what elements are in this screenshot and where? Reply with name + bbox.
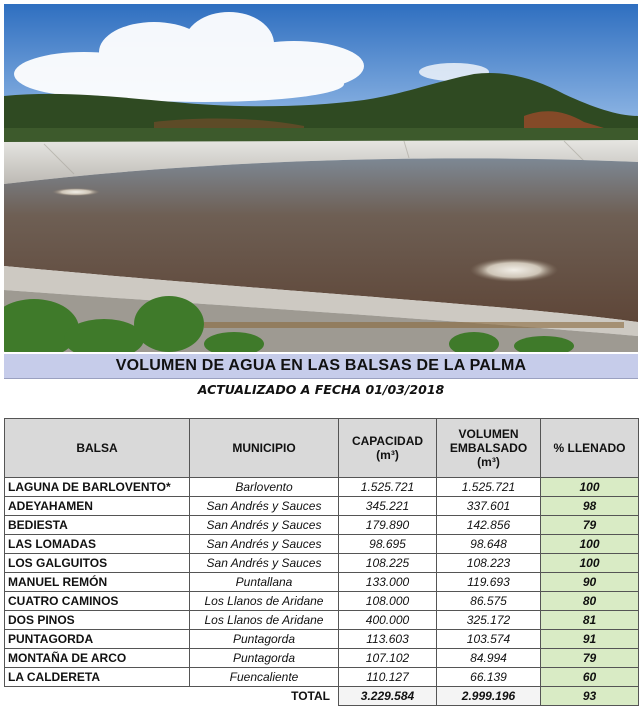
header-capacidad-label: CAPACIDAD — [351, 434, 424, 448]
cell-llenado: 91 — [541, 630, 639, 649]
table-header-row — [5, 419, 639, 478]
header-volumen-label-1: VOLUMEN — [458, 427, 519, 441]
cell-municipio: Los Llanos de Aridane — [190, 611, 339, 630]
cell-municipio: Fuencaliente — [190, 668, 339, 687]
cell-capacidad: 113.603 — [339, 630, 437, 649]
cell-municipio: Puntagorda — [190, 630, 339, 649]
table-row — [5, 497, 639, 516]
table-row — [5, 592, 639, 611]
cell-balsa: MANUEL REMÓN — [5, 573, 190, 592]
header-volumen — [437, 419, 541, 478]
cell-volumen: 84.994 — [437, 649, 541, 668]
cell-volumen: 66.139 — [437, 668, 541, 687]
cell-llenado: 100 — [541, 554, 639, 573]
aerator-left — [52, 188, 100, 196]
table-title-bar — [4, 354, 638, 379]
table-row — [5, 554, 639, 573]
header-capacidad — [339, 419, 437, 478]
cell-capacidad: 110.127 — [339, 668, 437, 687]
cell-llenado: 90 — [541, 573, 639, 592]
cell-balsa: ADEYAHAMEN — [5, 497, 190, 516]
cell-balsa: LAGUNA DE BARLOVENTO* — [5, 478, 190, 497]
cell-municipio: San Andrés y Sauces — [190, 535, 339, 554]
total-label: TOTAL — [5, 687, 339, 706]
cell-llenado: 79 — [541, 649, 639, 668]
cell-volumen: 1.525.721 — [437, 478, 541, 497]
table-row — [5, 535, 639, 554]
reservoir-table — [4, 418, 639, 706]
aerator-right — [470, 258, 558, 282]
cell-llenado: 100 — [541, 535, 639, 554]
table-row — [5, 478, 639, 497]
table-row — [5, 573, 639, 592]
reservoir-photo — [4, 4, 638, 352]
cell-llenado: 98 — [541, 497, 639, 516]
cell-municipio: Los Llanos de Aridane — [190, 592, 339, 611]
cell-municipio: San Andrés y Sauces — [190, 554, 339, 573]
cell-balsa: DOS PINOS — [5, 611, 190, 630]
cell-municipio: Puntallana — [190, 573, 339, 592]
cell-capacidad: 107.102 — [339, 649, 437, 668]
table-row — [5, 611, 639, 630]
cell-balsa: LAS LOMADAS — [5, 535, 190, 554]
cell-municipio: Barlovento — [190, 478, 339, 497]
cell-llenado: 60 — [541, 668, 639, 687]
cell-volumen: 108.223 — [437, 554, 541, 573]
cell-balsa: PUNTAGORDA — [5, 630, 190, 649]
cell-volumen: 142.856 — [437, 516, 541, 535]
cell-volumen: 337.601 — [437, 497, 541, 516]
cell-capacidad: 108.000 — [339, 592, 437, 611]
total-llenado: 93 — [541, 687, 639, 706]
header-volumen-unit: (m³) — [477, 455, 500, 469]
cell-capacidad: 108.225 — [339, 554, 437, 573]
cell-volumen: 98.648 — [437, 535, 541, 554]
cell-volumen: 119.693 — [437, 573, 541, 592]
total-row — [5, 687, 639, 706]
cell-balsa: LOS GALGUITOS — [5, 554, 190, 573]
cell-balsa: BEDIESTA — [5, 516, 190, 535]
header-balsa: BALSA — [5, 419, 190, 478]
header-llenado: % LLENADO — [541, 419, 639, 478]
cell-llenado: 80 — [541, 592, 639, 611]
table-title: VOLUMEN DE AGUA EN LAS BALSAS DE LA PALMA — [115, 357, 527, 374]
cell-volumen: 86.575 — [437, 592, 541, 611]
reservoir-illustration — [4, 4, 638, 352]
cell-balsa: LA CALDERETA — [5, 668, 190, 687]
cell-volumen: 325.172 — [437, 611, 541, 630]
cell-municipio: Puntagorda — [190, 649, 339, 668]
cell-llenado: 81 — [541, 611, 639, 630]
header-municipio: MUNICIPIO — [190, 419, 339, 478]
cell-capacidad: 400.000 — [339, 611, 437, 630]
cell-llenado: 100 — [541, 478, 639, 497]
cell-balsa: MONTAÑA DE ARCO — [5, 649, 190, 668]
cell-capacidad: 179.890 — [339, 516, 437, 535]
total-volumen: 2.999.196 — [437, 687, 541, 706]
header-capacidad-unit: (m³) — [376, 448, 399, 462]
table-row — [5, 668, 639, 687]
total-capacidad: 3.229.584 — [339, 687, 437, 706]
table-row — [5, 630, 639, 649]
table-row — [5, 649, 639, 668]
cell-capacidad: 133.000 — [339, 573, 437, 592]
cell-municipio: San Andrés y Sauces — [190, 516, 339, 535]
cell-balsa: CUATRO CAMINOS — [5, 592, 190, 611]
cell-municipio: San Andrés y Sauces — [190, 497, 339, 516]
cell-llenado: 79 — [541, 516, 639, 535]
table-row — [5, 516, 639, 535]
table-subtitle: ACTUALIZADO A FECHA 01/03/2018 — [197, 382, 445, 397]
cell-volumen: 103.574 — [437, 630, 541, 649]
cell-capacidad: 345.221 — [339, 497, 437, 516]
header-volumen-label-2: EMBALSADO — [449, 441, 528, 455]
cell-capacidad: 1.525.721 — [339, 478, 437, 497]
cell-capacidad: 98.695 — [339, 535, 437, 554]
